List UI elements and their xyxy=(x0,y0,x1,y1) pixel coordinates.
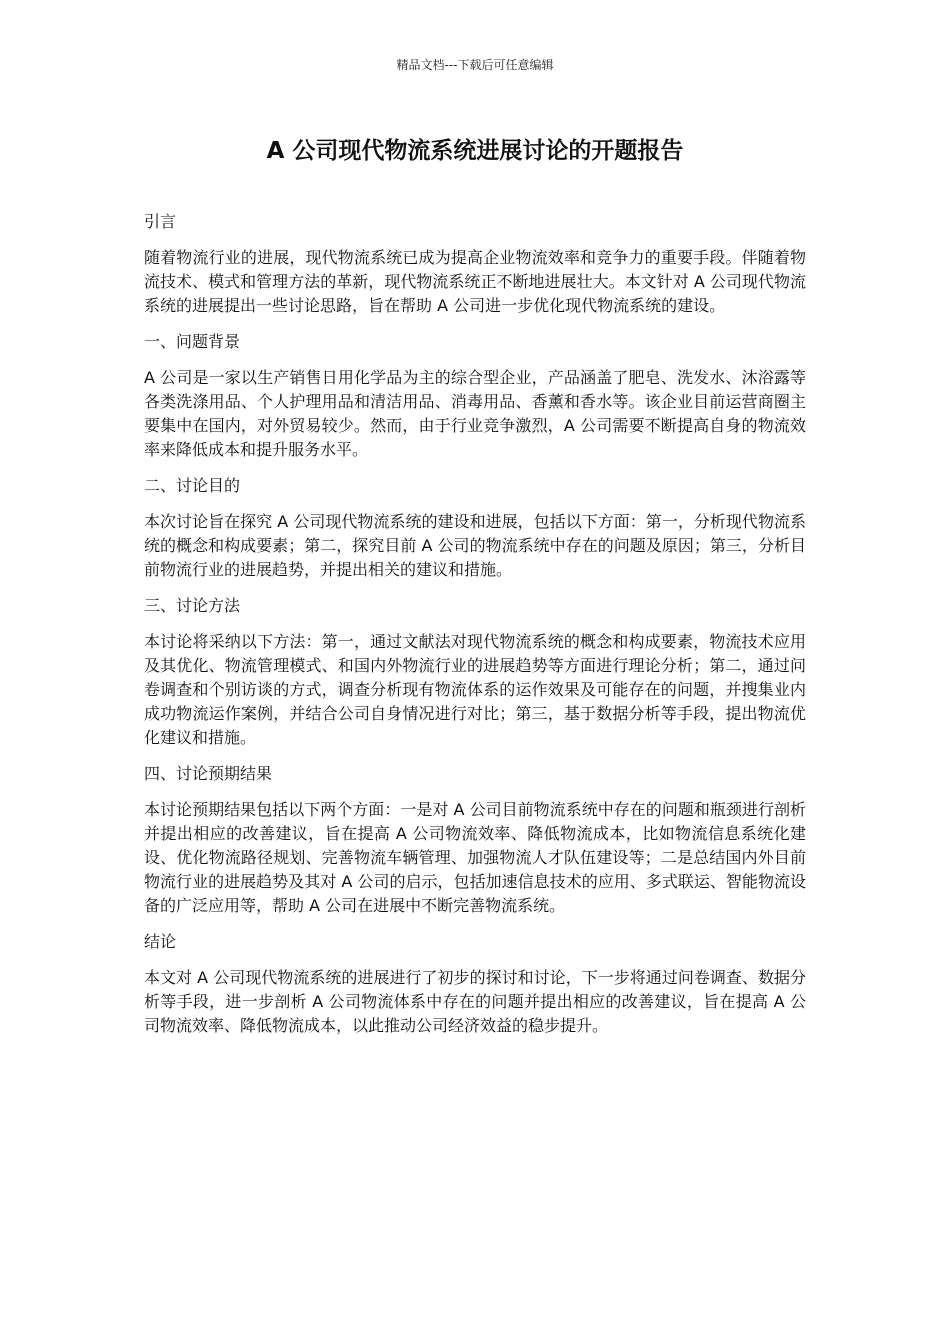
section-heading: 一、问题背景 xyxy=(144,332,241,351)
section-paragraph: 本讨论预期结果包括以下两个方面：一是对 A 公司目前物流系统中存在的问题和瓶颈进行剖析并提出相应的改善建议，旨在提高 A 公司物流效率、降低物流成本，比如物流信息系统化建设、优化物流路径规划、完善物流车辆管理、加强物流人才队伍建设等；二是总结国内外目前物流行业的进展趋势及其对 A 公司的启示，包括加速信息技术的应用、多式联运、智能物流设备的广泛应用等，帮助 A 公司在进展中不断完善物流系统。 xyxy=(144,800,806,915)
section-method xyxy=(144,594,806,750)
section-heading: 三、讨论方法 xyxy=(144,596,241,615)
section-expected-results xyxy=(144,762,806,918)
section-paragraph: 本讨论将采纳以下方法：第一，通过文献法对现代物流系统的概念和构成要素，物流技术应用及其优化、物流管理模式、和国内外物流行业的进展趋势等方面进行理论分析；第二，通过问卷调查和个别访谈的方式，调查分析现有物流体系的运作效果及可能存在的问题，并搜集业内成功物流运作案例，并结合公司自身情况进行对比；第三，基于数据分析等手段，提出物流优化建议和措施。 xyxy=(144,632,806,747)
header-note: 精品文档---下载后可任意编辑 xyxy=(396,58,554,72)
section-paragraph: 本次讨论旨在探究 A 公司现代物流系统的建设和进展，包括以下方面：第一，分析现代物流系统的概念和构成要素；第二，探究目前 A 公司的物流系统中存在的问题及原因；第三，分析目前物流行业的进展趋势，并提出相关的建议和措施。 xyxy=(144,512,806,579)
section-heading: 二、讨论目的 xyxy=(144,476,241,495)
section-introduction xyxy=(144,210,806,318)
section-heading: 四、讨论预期结果 xyxy=(144,764,273,783)
section-heading: 引言 xyxy=(144,212,177,231)
section-paragraph: 随着物流行业的进展，现代物流系统已成为提高企业物流效率和竞争力的重要手段。伴随着物流技术、模式和管理方法的革新，现代物流系统正不断地进展壮大。本文针对 A 公司现代物流系统的进展提出一些讨论思路，旨在帮助 A 公司进一步优化现代物流系统的建设。 xyxy=(144,248,806,315)
section-paragraph: A 公司是一家以生产销售日用化学品为主的综合型企业，产品涵盖了肥皂、洗发水、沐浴露等各类洗涤用品、个人护理用品和清洁用品、消毒用品、香薰和香水等。该企业目前运营商圈主要集中在国内，对外贸易较少。然而，由于行业竞争激烈，A 公司需要不断提高自身的物流效率来降低成本和提升服务水平。 xyxy=(144,368,806,459)
document-title: A 公司现代物流系统进展讨论的开题报告 xyxy=(266,138,684,164)
document-body xyxy=(144,210,806,1050)
section-background xyxy=(144,330,806,462)
section-conclusion xyxy=(144,930,806,1038)
section-purpose xyxy=(144,474,806,582)
section-paragraph: 本文对 A 公司现代物流系统的进展进行了初步的探讨和讨论，下一步将通过问卷调查、数据分析等手段，进一步剖析 A 公司物流体系中存在的问题并提出相应的改善建议，旨在提高 A 公司物流效率、降低物流成本，以此推动公司经济效益的稳步提升。 xyxy=(144,968,806,1035)
section-heading: 结论 xyxy=(144,932,177,951)
